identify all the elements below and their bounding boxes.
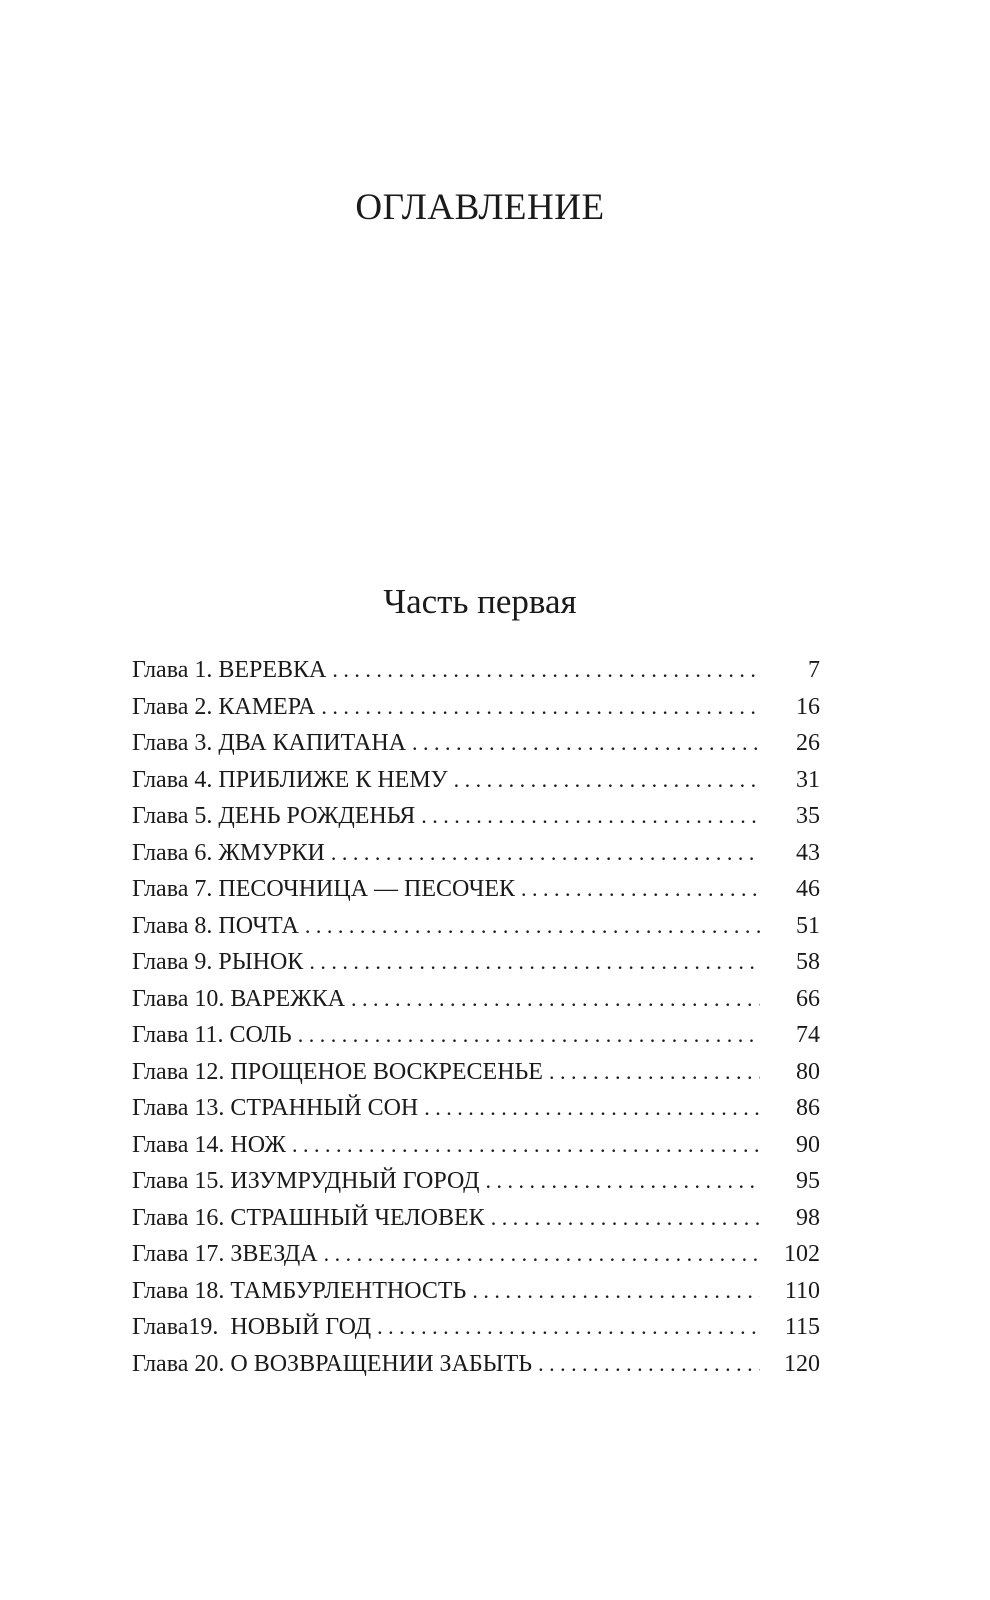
toc-entry-page: 31 bbox=[796, 766, 820, 793]
dot-leader bbox=[324, 1236, 760, 1272]
dot-leader bbox=[309, 944, 760, 980]
toc-entry-title: Глава 20. О ВОЗВРАЩЕНИИ ЗАБЫТЬ bbox=[132, 1350, 533, 1377]
dot-leader bbox=[351, 981, 760, 1017]
toc-entry-title: Глава 7. ПЕСОЧНИЦА — ПЕСОЧЕК bbox=[132, 876, 516, 902]
toc-entry-page: 35 bbox=[796, 803, 820, 829]
toc-entry-page: 51 bbox=[796, 912, 820, 939]
dot-leader bbox=[305, 908, 760, 944]
toc-entry-page: 115 bbox=[784, 1314, 820, 1340]
toc-entry[interactable] bbox=[132, 798, 820, 835]
dot-leader bbox=[538, 1346, 760, 1382]
toc-entry-page: 90 bbox=[796, 1131, 820, 1158]
toc-list bbox=[132, 652, 820, 1382]
toc-entry[interactable] bbox=[132, 1346, 820, 1383]
toc-entry-page: 26 bbox=[796, 730, 820, 756]
toc-entry-title: Глава 4. ПРИБЛИЖЕ К НЕМУ bbox=[132, 766, 448, 793]
toc-entry-page: 7 bbox=[808, 657, 820, 683]
toc-entry-title: Глава 1. ВЕРЕВКА bbox=[132, 657, 327, 683]
toc-entry-page: 58 bbox=[796, 949, 820, 975]
toc-entry[interactable] bbox=[132, 835, 820, 872]
dot-leader bbox=[412, 725, 760, 761]
toc-entry-title: Глава 10. ВАРЕЖКА bbox=[132, 985, 346, 1012]
toc-entry-page: 102 bbox=[784, 1241, 820, 1267]
toc-entry-title: Глава 17. ЗВЕЗДА bbox=[132, 1241, 318, 1267]
toc-entry[interactable] bbox=[132, 1054, 820, 1091]
dot-leader bbox=[292, 1127, 760, 1163]
toc-entry-title: Глава 18. ТАМБУРЛЕНТНОСТЬ bbox=[132, 1277, 467, 1304]
part-heading: Часть первая bbox=[383, 582, 577, 621]
toc-entry[interactable] bbox=[132, 762, 820, 799]
toc-entry-page: 74 bbox=[796, 1022, 820, 1048]
toc-entry-title: Глава 13. СТРАННЫЙ СОН bbox=[132, 1095, 419, 1121]
toc-entry-title: Глава 2. КАМЕРА bbox=[132, 693, 316, 720]
dot-leader bbox=[472, 1273, 760, 1309]
toc-entry[interactable] bbox=[132, 1017, 820, 1054]
toc-entry-title: Глава 15. ИЗУМРУДНЫЙ ГОРОД bbox=[132, 1168, 480, 1194]
dot-leader bbox=[486, 1163, 761, 1199]
toc-entry[interactable] bbox=[132, 725, 820, 762]
toc-entry[interactable] bbox=[132, 1163, 820, 1200]
toc-entry[interactable] bbox=[132, 1236, 820, 1273]
dot-leader bbox=[549, 1054, 760, 1090]
toc-entry[interactable] bbox=[132, 871, 820, 908]
toc-entry[interactable] bbox=[132, 944, 820, 981]
toc-entry[interactable] bbox=[132, 908, 820, 945]
toc-entry-title: Глава 3. ДВА КАПИТАНА bbox=[132, 730, 407, 756]
toc-entry-page: 86 bbox=[796, 1095, 820, 1121]
toc-entry[interactable] bbox=[132, 1200, 820, 1237]
dot-leader bbox=[421, 798, 760, 834]
toc-entry[interactable] bbox=[132, 981, 820, 1018]
toc-entry-page: 110 bbox=[784, 1277, 820, 1304]
toc-entry-page: 80 bbox=[796, 1058, 820, 1085]
toc-entry-page: 98 bbox=[796, 1204, 820, 1231]
toc-heading: ОГЛАВЛЕНИЕ bbox=[355, 187, 605, 228]
toc-entry-title: Глава19. НОВЫЙ ГОД bbox=[132, 1314, 372, 1340]
toc-entry[interactable] bbox=[132, 1127, 820, 1164]
toc-entry-title: Глава 6. ЖМУРКИ bbox=[132, 839, 325, 866]
toc-entry[interactable] bbox=[132, 1273, 820, 1310]
dot-leader bbox=[424, 1090, 760, 1126]
dot-leader bbox=[332, 652, 760, 688]
toc-entry[interactable] bbox=[132, 652, 820, 689]
dot-leader bbox=[521, 871, 760, 907]
toc-entry-title: Глава 9. РЫНОК bbox=[132, 949, 304, 975]
dot-leader bbox=[454, 762, 760, 798]
toc-entry-title: Глава 16. СТРАШНЫЙ ЧЕЛОВЕК bbox=[132, 1204, 485, 1231]
dot-leader bbox=[321, 689, 760, 725]
dot-leader bbox=[331, 835, 760, 871]
dot-leader bbox=[377, 1309, 760, 1345]
toc-entry-page: 43 bbox=[796, 839, 820, 866]
toc-entry-title: Глава 8. ПОЧТА bbox=[132, 912, 299, 939]
toc-entry-title: Глава 5. ДЕНЬ РОЖДЕНЬЯ bbox=[132, 803, 416, 829]
toc-entry-title: Глава 12. ПРОЩЕНОЕ ВОСКРЕСЕНЬЕ bbox=[132, 1058, 543, 1085]
toc-entry-page: 95 bbox=[796, 1168, 820, 1194]
toc-entry-title: Глава 14. НОЖ bbox=[132, 1131, 286, 1158]
toc-entry-page: 66 bbox=[796, 985, 820, 1012]
dot-leader bbox=[491, 1200, 760, 1236]
dot-leader bbox=[298, 1017, 760, 1053]
toc-entry[interactable] bbox=[132, 689, 820, 726]
toc-entry-page: 16 bbox=[796, 693, 820, 720]
toc-entry[interactable] bbox=[132, 1309, 820, 1346]
toc-entry-page: 46 bbox=[796, 876, 820, 902]
toc-entry-title: Глава 11. СОЛЬ bbox=[132, 1022, 292, 1048]
toc-entry[interactable] bbox=[132, 1090, 820, 1127]
toc-entry-page: 120 bbox=[784, 1350, 820, 1377]
